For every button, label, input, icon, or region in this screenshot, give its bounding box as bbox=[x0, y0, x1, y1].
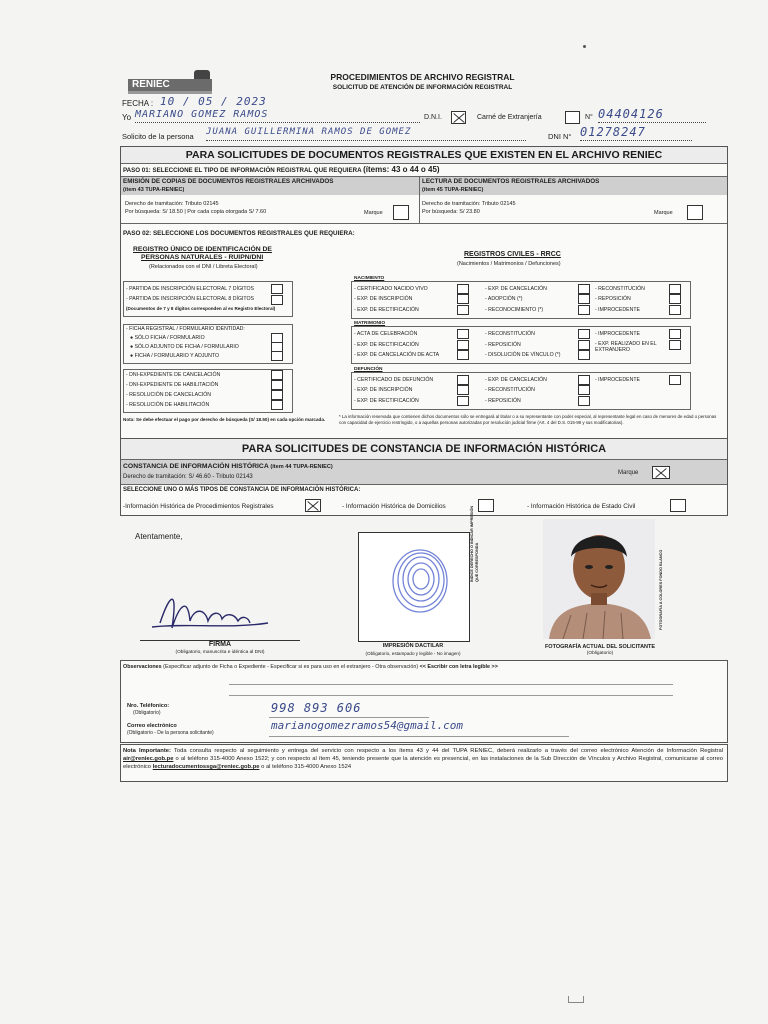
nota-text-2: o al teléfono 315-4000 Anexo 1522; y con respecto al ítem 45, teniendo presente que la atención es presencial, en las instalaciones de la Sub Dirección de Vínculos y Archivo Registral, comunicarse al correo electrónico bbox=[123, 756, 723, 770]
mat-1-1: - ACTA DE CELEBRACIÓN bbox=[354, 331, 418, 337]
dni-checkbox[interactable] bbox=[451, 111, 466, 124]
foto-note: (Obligatorio) bbox=[586, 651, 614, 656]
tel-value[interactable]: 998 893 606 bbox=[271, 701, 362, 715]
tel-label: Nro. Teléfonico: bbox=[127, 703, 170, 709]
fecha-value[interactable]: 10 / 05 / 2023 bbox=[160, 95, 267, 108]
mat-1-3: - EXP. DE CANCELACIÓN DE ACTA bbox=[354, 352, 440, 358]
emision-busqueda: Por búsqueda: S/ 18.50 | Por cada copia otorgada S/ 7.60 bbox=[125, 209, 267, 215]
nota-text-1: Toda consulta respecto al seguimiento y entrega del servicio con respecto a los ítems 43 y 44 del TUPA RENIEC, deberá realizarlo a través del correo electrónico Atención de Información Registral bbox=[173, 748, 723, 754]
yo-value[interactable]: MARIANO GOMEZ RAMOS bbox=[135, 109, 420, 123]
def-1-3-checkbox[interactable] bbox=[457, 396, 469, 406]
impresion-label: IMPRESIÓN DACTILAR bbox=[382, 643, 444, 649]
mat-2-3: - DISOLUCIÓN DE VÍNCULO (*) bbox=[485, 352, 561, 358]
constancia-derecho: Derecho de tramitación: S/ 46.60 - Tributo 02143 bbox=[123, 474, 253, 480]
emision-checkbox[interactable] bbox=[393, 205, 409, 220]
emision-marque: Marque bbox=[364, 210, 383, 216]
email-label: Correo electrónico bbox=[127, 723, 177, 729]
lectura-derecho: Derecho de tramitación: Tributo 02145 bbox=[422, 201, 516, 207]
section1-title: PARA SOLICITUDES DE DOCUMENTOS REGISTRALES QUE EXISTEN EN EL ARCHIVO RENIEC bbox=[121, 147, 727, 163]
nota-text-3: o al teléfono 315-4000 Anexo 1524 bbox=[261, 764, 352, 770]
email-note: (Obligatorio - De la persona solicitante) bbox=[127, 730, 214, 736]
nac-3-3: - IMPROCEDENTE bbox=[595, 307, 640, 313]
defuncion-label: DEFUNCIÓN bbox=[354, 367, 383, 372]
fingerprint-box bbox=[358, 532, 470, 642]
emision-title: EMISIÓN DE COPIAS DE DOCUMENTOS REGISTRALES ARCHIVADOS bbox=[123, 178, 334, 185]
rrcc-nota: * La información reservada que contienen dichos documentos sólo se entregará al titular o a su representante con poder especial, al representante legal en caso de menores de edad o personas con capacidad de ejercicio restringido, o a aquellas personas autorizadas por resolución judicial firme (Art. 4 del D.S. 015-98 y sus modificatorias). bbox=[339, 414, 717, 425]
mat-1-1-checkbox[interactable] bbox=[457, 329, 469, 339]
nota-label: Nota Importante: bbox=[123, 748, 171, 754]
def-2-3-checkbox[interactable] bbox=[578, 396, 590, 406]
obs-line-1[interactable] bbox=[229, 684, 673, 685]
scan-mark bbox=[568, 996, 584, 1003]
ruipn-a-2-checkbox[interactable] bbox=[271, 295, 283, 305]
photo-box bbox=[543, 519, 655, 639]
nac-2-1-checkbox[interactable] bbox=[578, 284, 590, 294]
ruipn-b-4: ● FICHA / FORMULARIO Y ADJUNTO bbox=[130, 353, 220, 359]
paso1-label: PASO 01: SELECCIONE EL TIPO DE INFORMACIÓN REGISTRAL QUE REQUIERA bbox=[123, 167, 362, 174]
nac-3-1: - RECONSTITUCIÓN bbox=[595, 286, 645, 292]
emision-item: (ítem 43 TUPA-RENIEC) bbox=[123, 187, 185, 193]
nac-2-3: - RECONOCIMIENTO (*) bbox=[485, 307, 544, 313]
ruipn-nota: Nota: Se debe efectuar el pago por derecho de búsqueda (S/ 18.50) en cada opción marcada. bbox=[123, 417, 326, 422]
ruipn-b-2: ● SÓLO FICHA / FORMULARIO bbox=[130, 335, 205, 341]
page-subtitle: SOLICITUD DE ATENCIÓN DE INFORMACIÓN REGISTRAL bbox=[332, 84, 513, 91]
constancia-checkbox[interactable] bbox=[652, 466, 670, 479]
ruipn-sub: (Relacionados con el DNI / Libreta Electoral) bbox=[149, 264, 258, 270]
dni-label: D.N.I. bbox=[424, 114, 442, 121]
ruipn-a-1: - PARTIDA DE INSCRIPCIÓN ELECTORAL 7 DÍGITOS bbox=[126, 286, 254, 292]
paso2-label: PASO 02: SELECCIONE LOS DOCUMENTOS REGISTRALES QUE REQUIERA: bbox=[123, 230, 355, 237]
mat-3-1-checkbox[interactable] bbox=[669, 329, 681, 339]
tel-note: (Obligatorio) bbox=[133, 710, 161, 716]
lectura-marque: Marque bbox=[654, 210, 673, 216]
ruipn-b-3: ● SÓLO ADJUNTO DE FICHA / FORMULARIO bbox=[130, 344, 239, 350]
section-constancia bbox=[120, 438, 728, 516]
obs-label: Observaciones bbox=[123, 664, 162, 670]
ruipn-title-2: PERSONAS NATURALES - RUIPN/DNI bbox=[141, 254, 264, 261]
constancia-title: CONSTANCIA DE INFORMACIÓN HISTÓRICA bbox=[123, 463, 269, 470]
opt3-checkbox[interactable] bbox=[670, 499, 686, 512]
nac-1-3-checkbox[interactable] bbox=[457, 305, 469, 315]
num-label: N° bbox=[585, 114, 593, 121]
foto-label: FOTOGRAFÍA ACTUAL DEL SOLICITANTE bbox=[544, 644, 656, 650]
emision-derecho: Derecho de tramitación: Tributo 02145 bbox=[125, 201, 219, 207]
num-value[interactable]: 04404126 bbox=[598, 107, 706, 123]
mat-1-2: - EXP. DE RECTIFICACIÓN bbox=[354, 342, 419, 348]
carne-label: Carné de Extranjería bbox=[477, 114, 542, 121]
rrcc-sub: (Nacimientos / Matrimonios / Defunciones) bbox=[457, 261, 561, 267]
mat-3-2: - EXP. REALIZADO EN EL EXTRANJERO bbox=[595, 341, 657, 353]
opt2-label: - Información Histórica de Domicilios bbox=[342, 503, 446, 510]
ruipn-c-1: - DNI-EXPEDIENTE DE CANCELACIÓN bbox=[126, 372, 221, 378]
def-1-1: - CERTIFICADO DE DEFUNCIÓN bbox=[354, 377, 434, 383]
opt3-label: - Información Histórica de Estado Civil bbox=[527, 503, 636, 510]
solicito-label: Solicito de la persona bbox=[122, 132, 194, 141]
nac-1-1-checkbox[interactable] bbox=[457, 284, 469, 294]
ruipn-c-2-checkbox[interactable] bbox=[271, 380, 283, 390]
lectura-title: LECTURA DE DOCUMENTOS REGISTRALES ARCHIVADOS bbox=[422, 178, 600, 185]
obs-hint: (Especificar adjunto de Ficha o Expediente - Especificar si es para uso en el extranjero - Otra observación) bbox=[163, 664, 419, 670]
nac-2-2: - ADOPCIÓN (*) bbox=[485, 296, 523, 302]
nac-3-3-checkbox[interactable] bbox=[669, 305, 681, 315]
ruipn-c-4: - RESOLUCIÓN DE HABILITACIÓN bbox=[126, 402, 210, 408]
ruipn-c-4-checkbox[interactable] bbox=[271, 400, 283, 410]
mat-1-2-checkbox[interactable] bbox=[457, 340, 469, 350]
ruipn-a-1-checkbox[interactable] bbox=[271, 284, 283, 294]
ruipn-c-1-checkbox[interactable] bbox=[271, 370, 283, 380]
mat-2-1: - RECONSTITUCIÓN bbox=[485, 331, 535, 337]
email-value[interactable]: marianogomezramos54@gmail.com bbox=[271, 719, 464, 732]
nacimiento-label: NACIMIENTO bbox=[354, 276, 385, 281]
nac-2-3-checkbox[interactable] bbox=[578, 305, 590, 315]
obs-legible: << Escribir con letra legible >> bbox=[419, 664, 498, 670]
mat-2-2-checkbox[interactable] bbox=[578, 340, 590, 350]
ruipn-c-3: - RESOLUCIÓN DE CANCELACIÓN bbox=[126, 392, 212, 398]
constancia-marque: Marque bbox=[618, 470, 639, 476]
nac-3-2-checkbox[interactable] bbox=[669, 294, 681, 304]
ruipn-a-2: - PARTIDA DE INSCRIPCIÓN ELECTORAL 8 DÍGITOS bbox=[126, 296, 254, 302]
nac-3-2: - REPOSICIÓN bbox=[595, 296, 631, 302]
ruipn-c-3-checkbox[interactable] bbox=[271, 390, 283, 400]
nac-3-1-checkbox[interactable] bbox=[669, 284, 681, 294]
fecha-label: FECHA : bbox=[122, 99, 154, 108]
mat-1-3-checkbox[interactable] bbox=[457, 350, 469, 360]
carne-checkbox[interactable] bbox=[565, 111, 580, 124]
mat-3-2-checkbox[interactable] bbox=[669, 340, 681, 350]
nota-email-2[interactable]: lecturadocumentossga@reniec.gob.pe bbox=[152, 764, 260, 770]
lectura-busqueda: Por búsqueda: S/ 23.80 bbox=[422, 209, 480, 215]
atentamente: Atentamente, bbox=[135, 532, 183, 541]
logo-text: RENIEC bbox=[128, 79, 212, 91]
opt1-checkbox[interactable] bbox=[305, 499, 321, 512]
fingerprint-image bbox=[359, 533, 469, 641]
ruipn-c-2: - DNI-EXPEDIENTE DE HABILITACIÓN bbox=[126, 382, 219, 388]
nota-email-1[interactable]: air@reniec.gob.pe bbox=[123, 756, 174, 762]
def-3-1-checkbox[interactable] bbox=[669, 375, 681, 385]
matrimonio-label: MATRIMONIO bbox=[354, 321, 386, 326]
huella-side-label: ÍNDICE DERECHO O INDICAR IMPRESIÓN QUE CORRESPONDA bbox=[470, 505, 479, 582]
nota-box bbox=[120, 744, 728, 782]
nac-2-2-checkbox[interactable] bbox=[578, 294, 590, 304]
nac-1-1: - CERTIFICADO NACIDO VIVO bbox=[354, 286, 428, 292]
yo-label: Yo bbox=[122, 113, 132, 122]
observaciones-box bbox=[120, 660, 728, 743]
firma-label: FIRMA bbox=[208, 641, 232, 648]
ruipn-b-1: - FICHA REGISTRAL / FORMULARIO IDENTIDAD: bbox=[126, 326, 245, 332]
def-2-1: - EXP. DE CANCELACIÓN bbox=[485, 377, 547, 383]
dni2-label: DNI N° bbox=[548, 132, 572, 141]
def-1-1-checkbox[interactable] bbox=[457, 375, 469, 385]
opt1-label: -Información Histórica de Procedimientos Registrales bbox=[123, 503, 274, 510]
nac-1-2: - EXP. DE INSCRIPCIÓN bbox=[354, 296, 413, 302]
obs-line-2[interactable] bbox=[229, 695, 673, 696]
impresion-note: (Obligatorio, estampado y legible - No imagen) bbox=[365, 651, 461, 656]
ruipn-b-4-checkbox[interactable] bbox=[271, 351, 283, 361]
foto-side-label: FOTOGRAFÍA A COLORES FONDO BLANCO bbox=[659, 549, 663, 630]
firma-note: (Obligatorio, manuscrita e idéntica al DNI) bbox=[175, 650, 265, 655]
applicant-photo bbox=[543, 519, 655, 639]
constancia-seleccione: SELECCIONE UNO O MÁS TIPOS DE CONSTANCIA DE INFORMACIÓN HISTÓRICA: bbox=[123, 487, 361, 493]
dni2-value[interactable]: 01278247 bbox=[580, 125, 692, 141]
def-1-3: - EXP. DE RECTIFICACIÓN bbox=[354, 398, 419, 404]
constancia-item: (ítem 44 TUPA-RENIEC) bbox=[270, 464, 333, 470]
scan-speck bbox=[583, 45, 586, 48]
nac-1-2-checkbox[interactable] bbox=[457, 294, 469, 304]
page-title: PROCEDIMIENTOS DE ARCHIVO REGISTRAL bbox=[330, 72, 515, 82]
def-1-2: - EXP. DE INSCRIPCIÓN bbox=[354, 387, 413, 393]
def-3-1: - IMPROCEDENTE bbox=[595, 377, 640, 383]
def-2-2: - RECONSTITUCIÓN bbox=[485, 387, 535, 393]
def-2-2-checkbox[interactable] bbox=[578, 385, 590, 395]
ruipn-a-3: (Documentos de 7 y 8 dígitos corresponden al ex Registro Electoral) bbox=[126, 306, 276, 311]
mat-3-1: - IMPROCEDENTE bbox=[595, 331, 640, 337]
nac-2-1: - EXP. DE CANCELACIÓN bbox=[485, 286, 547, 292]
nac-1-3: - EXP. DE RECTIFICACIÓN bbox=[354, 307, 419, 313]
solicito-value[interactable]: JUANA GUILLERMINA RAMOS DE GOMEZ bbox=[206, 127, 526, 141]
def-2-1-checkbox[interactable] bbox=[578, 375, 590, 385]
section-documentos bbox=[120, 146, 728, 440]
reniec-logo bbox=[128, 70, 212, 96]
ruipn-title-1: REGISTRO ÚNICO DE IDENTIFICACIÓN DE bbox=[133, 246, 272, 253]
signature-drawing bbox=[150, 583, 270, 641]
lectura-item: (ítem 45 TUPA-RENIEC) bbox=[422, 187, 484, 193]
mat-2-3-checkbox[interactable] bbox=[578, 350, 590, 360]
nota-text bbox=[123, 747, 723, 771]
mat-2-1-checkbox[interactable] bbox=[578, 329, 590, 339]
lectura-checkbox[interactable] bbox=[687, 205, 703, 220]
mat-2-2: - REPOSICIÓN bbox=[485, 342, 521, 348]
paso1-items: (ítems: 43 o 44 o 45) bbox=[363, 165, 440, 174]
section2-title: PARA SOLICITUDES DE CONSTANCIA DE INFORMACIÓN HISTÓRICA bbox=[121, 439, 727, 459]
opt2-checkbox[interactable] bbox=[478, 499, 494, 512]
def-1-2-checkbox[interactable] bbox=[457, 385, 469, 395]
rrcc-title: REGISTROS CIVILES - RRCC bbox=[464, 251, 561, 258]
def-2-3: - REPOSICIÓN bbox=[485, 398, 521, 404]
